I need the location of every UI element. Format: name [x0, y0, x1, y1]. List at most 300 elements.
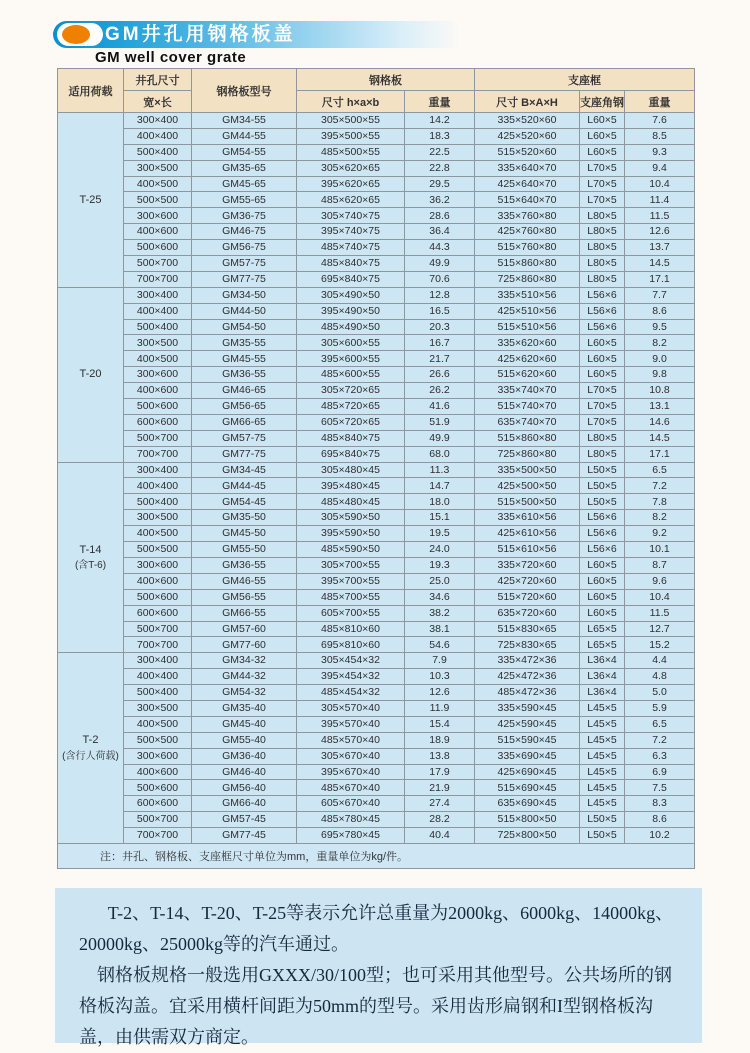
cell-frame-weight: 12.7 — [625, 621, 695, 637]
table-row — [58, 732, 695, 748]
cell-grate-weight: 11.3 — [405, 462, 475, 478]
cell-frame-weight: 5.0 — [625, 685, 695, 701]
cell-grate-size: 485×590×50 — [297, 542, 405, 558]
cell-grate-weight: 20.3 — [405, 319, 475, 335]
cell-frame-angle: L60×5 — [580, 557, 625, 573]
cell-frame-weight: 6.5 — [625, 716, 695, 732]
cell-grate-size: 485×454×32 — [297, 685, 405, 701]
page-title-cn: GM井孔用钢格板盖 — [105, 24, 296, 45]
cell-frame-angle: L70×5 — [580, 192, 625, 208]
cell-frame-size: 425×590×45 — [475, 716, 580, 732]
table-row — [58, 828, 695, 844]
cell-frame-weight: 6.3 — [625, 748, 695, 764]
cell-frame-angle: L80×5 — [580, 240, 625, 256]
cell-frame-angle: L80×5 — [580, 224, 625, 240]
cell-grate-size: 605×700×55 — [297, 605, 405, 621]
cell-frame-size: 335×760×80 — [475, 208, 580, 224]
cell-grate-weight: 36.4 — [405, 224, 475, 240]
cell-frame-angle: L56×6 — [580, 526, 625, 542]
cell-frame-size: 515×760×80 — [475, 240, 580, 256]
cell-grate-weight: 14.7 — [405, 478, 475, 494]
cell-frame-angle: L60×5 — [580, 351, 625, 367]
cell-frame-angle: L65×5 — [580, 637, 625, 653]
cell-hole-size: 400×500 — [124, 351, 192, 367]
cell-model: GM56-55 — [192, 589, 297, 605]
cell-grate-weight: 18.0 — [405, 494, 475, 510]
cell-frame-angle: L80×5 — [580, 208, 625, 224]
table-row — [58, 192, 695, 208]
cell-frame-weight: 6.5 — [625, 462, 695, 478]
cell-grate-weight: 54.6 — [405, 637, 475, 653]
cell-frame-size: 425×520×60 — [475, 128, 580, 144]
cell-grate-weight: 26.2 — [405, 383, 475, 399]
cell-frame-size: 515×640×70 — [475, 192, 580, 208]
cell-frame-angle: L60×5 — [580, 128, 625, 144]
cell-hole-size: 500×600 — [124, 589, 192, 605]
cell-frame-angle: L56×6 — [580, 510, 625, 526]
cell-hole-size: 500×500 — [124, 732, 192, 748]
cell-hole-size: 400×500 — [124, 176, 192, 192]
cell-grate-weight: 16.7 — [405, 335, 475, 351]
table-row — [58, 685, 695, 701]
cell-grate-size: 395×590×50 — [297, 526, 405, 542]
cell-hole-size: 600×600 — [124, 605, 192, 621]
cell-frame-size: 335×520×60 — [475, 113, 580, 129]
cell-hole-size: 500×500 — [124, 542, 192, 558]
cell-frame-size: 515×740×70 — [475, 399, 580, 415]
cell-model: GM44-32 — [192, 669, 297, 685]
cell-hole-size: 500×600 — [124, 399, 192, 415]
table-row — [58, 303, 695, 319]
cell-frame-angle: L36×4 — [580, 685, 625, 701]
table-note-row — [58, 843, 695, 868]
cell-frame-angle: L45×5 — [580, 748, 625, 764]
cell-hole-size: 300×400 — [124, 113, 192, 129]
table-row — [58, 414, 695, 430]
cell-grate-weight: 21.9 — [405, 780, 475, 796]
table-row — [58, 653, 695, 669]
header-grate-weight: 重量 — [405, 91, 475, 113]
table-row — [58, 208, 695, 224]
cell-hole-size: 500×400 — [124, 144, 192, 160]
cell-grate-size: 485×840×75 — [297, 430, 405, 446]
cell-grate-weight: 19.3 — [405, 557, 475, 573]
cell-hole-size: 300×600 — [124, 557, 192, 573]
cell-grate-weight: 51.9 — [405, 414, 475, 430]
cell-model: GM56-65 — [192, 399, 297, 415]
cell-frame-weight: 13.1 — [625, 399, 695, 415]
cell-frame-weight: 11.4 — [625, 192, 695, 208]
cell-hole-size: 400×400 — [124, 128, 192, 144]
cell-grate-size: 305×570×40 — [297, 700, 405, 716]
table-row — [58, 478, 695, 494]
cell-frame-size: 335×720×60 — [475, 557, 580, 573]
cell-model: GM66-65 — [192, 414, 297, 430]
cell-frame-size: 635×690×45 — [475, 796, 580, 812]
header-hole-size: 井孔尺寸 — [124, 69, 192, 91]
cell-model: GM77-45 — [192, 828, 297, 844]
cell-frame-weight: 8.2 — [625, 510, 695, 526]
cell-frame-weight: 9.4 — [625, 160, 695, 176]
table-row — [58, 319, 695, 335]
cell-model: GM56-75 — [192, 240, 297, 256]
cell-model: GM55-50 — [192, 542, 297, 558]
cell-frame-size: 485×472×36 — [475, 685, 580, 701]
load-group-label: T-14 (含T-6) — [58, 462, 124, 653]
spec-table-header — [58, 69, 695, 113]
cell-model: GM57-60 — [192, 621, 297, 637]
cell-frame-size: 425×610×56 — [475, 526, 580, 542]
cell-frame-size: 515×610×56 — [475, 542, 580, 558]
cell-model: GM45-40 — [192, 716, 297, 732]
cell-grate-size: 395×490×50 — [297, 303, 405, 319]
cell-grate-weight: 17.9 — [405, 764, 475, 780]
cell-grate-size: 305×700×55 — [297, 557, 405, 573]
cell-grate-weight: 34.6 — [405, 589, 475, 605]
cell-model: GM35-40 — [192, 700, 297, 716]
cell-model: GM36-75 — [192, 208, 297, 224]
header-frame-size: 尺寸 B×A×H — [475, 91, 580, 113]
cell-hole-size: 400×400 — [124, 478, 192, 494]
cell-frame-size: 425×720×60 — [475, 573, 580, 589]
cell-model: GM34-32 — [192, 653, 297, 669]
header-frame-group: 支座框 — [475, 69, 695, 91]
cell-frame-angle: L45×5 — [580, 764, 625, 780]
cell-frame-angle: L45×5 — [580, 780, 625, 796]
cell-grate-size: 485×840×75 — [297, 256, 405, 272]
cell-model: GM55-40 — [192, 732, 297, 748]
cell-frame-weight: 8.6 — [625, 812, 695, 828]
cell-grate-weight: 25.0 — [405, 573, 475, 589]
table-row — [58, 700, 695, 716]
cell-hole-size: 500×700 — [124, 256, 192, 272]
cell-model: GM54-32 — [192, 685, 297, 701]
cell-frame-angle: L36×4 — [580, 669, 625, 685]
cell-grate-size: 395×480×45 — [297, 478, 405, 494]
cell-grate-size: 305×454×32 — [297, 653, 405, 669]
header-frame-weight: 重量 — [625, 91, 695, 113]
cell-hole-size: 300×500 — [124, 700, 192, 716]
cell-grate-weight: 41.6 — [405, 399, 475, 415]
cell-grate-weight: 26.6 — [405, 367, 475, 383]
table-row — [58, 256, 695, 272]
table-row — [58, 764, 695, 780]
cell-grate-size: 605×720×65 — [297, 414, 405, 430]
cell-model: GM66-55 — [192, 605, 297, 621]
cell-frame-size: 725×830×65 — [475, 637, 580, 653]
cell-grate-weight: 11.9 — [405, 700, 475, 716]
cell-frame-size: 335×500×50 — [475, 462, 580, 478]
cell-model: GM45-65 — [192, 176, 297, 192]
cell-grate-size: 305×500×55 — [297, 113, 405, 129]
table-row — [58, 637, 695, 653]
cell-model: GM77-75 — [192, 271, 297, 287]
cell-frame-weight: 10.4 — [625, 589, 695, 605]
cell-frame-angle: L60×5 — [580, 573, 625, 589]
cell-hole-size: 400×600 — [124, 573, 192, 589]
cell-frame-angle: L80×5 — [580, 271, 625, 287]
cell-model: GM46-75 — [192, 224, 297, 240]
cell-model: GM54-55 — [192, 144, 297, 160]
cell-frame-weight: 4.8 — [625, 669, 695, 685]
cell-grate-weight: 70.6 — [405, 271, 475, 287]
cell-frame-size: 635×740×70 — [475, 414, 580, 430]
cell-grate-weight: 16.5 — [405, 303, 475, 319]
cell-frame-size: 635×720×60 — [475, 605, 580, 621]
cell-frame-angle: L50×5 — [580, 462, 625, 478]
table-row — [58, 399, 695, 415]
cell-model: GM35-65 — [192, 160, 297, 176]
cell-frame-size: 335×590×45 — [475, 700, 580, 716]
cell-frame-angle: L56×6 — [580, 319, 625, 335]
table-row — [58, 542, 695, 558]
cell-hole-size: 400×600 — [124, 764, 192, 780]
cell-frame-angle: L45×5 — [580, 700, 625, 716]
table-row — [58, 383, 695, 399]
header-grate-size: 尺寸 h×a×b — [297, 91, 405, 113]
cell-grate-weight: 18.3 — [405, 128, 475, 144]
table-row — [58, 812, 695, 828]
header-load: 适用荷载 — [58, 69, 124, 113]
cell-hole-size: 600×600 — [124, 796, 192, 812]
cell-grate-weight: 15.1 — [405, 510, 475, 526]
load-group-label: T-2 (含行人荷载) — [58, 653, 124, 844]
cell-model: GM36-40 — [192, 748, 297, 764]
cell-grate-size: 485×810×60 — [297, 621, 405, 637]
table-row — [58, 224, 695, 240]
table-row — [58, 557, 695, 573]
cell-frame-weight: 7.2 — [625, 478, 695, 494]
cell-grate-weight: 49.9 — [405, 430, 475, 446]
cell-frame-size: 515×720×60 — [475, 589, 580, 605]
cell-hole-size: 300×600 — [124, 748, 192, 764]
cell-grate-weight: 15.4 — [405, 716, 475, 732]
cell-frame-angle: L70×5 — [580, 383, 625, 399]
cell-grate-size: 305×620×65 — [297, 160, 405, 176]
cell-model: GM77-60 — [192, 637, 297, 653]
cell-frame-size: 425×510×56 — [475, 303, 580, 319]
cell-grate-size: 395×700×55 — [297, 573, 405, 589]
cell-frame-angle: L60×5 — [580, 605, 625, 621]
table-row — [58, 240, 695, 256]
cell-frame-size: 515×590×45 — [475, 732, 580, 748]
cell-grate-weight: 24.0 — [405, 542, 475, 558]
cell-frame-angle: L56×6 — [580, 542, 625, 558]
cell-model: GM46-65 — [192, 383, 297, 399]
cell-hole-size: 500×500 — [124, 192, 192, 208]
cell-frame-angle: L65×5 — [580, 621, 625, 637]
cell-frame-weight: 8.6 — [625, 303, 695, 319]
table-row — [58, 446, 695, 462]
cell-frame-size: 725×800×50 — [475, 828, 580, 844]
cell-frame-weight: 7.7 — [625, 287, 695, 303]
cell-frame-weight: 12.6 — [625, 224, 695, 240]
cell-hole-size: 500×700 — [124, 621, 192, 637]
cell-grate-size: 305×480×45 — [297, 462, 405, 478]
cell-frame-size: 515×860×80 — [475, 430, 580, 446]
cell-frame-weight: 9.3 — [625, 144, 695, 160]
cell-grate-size: 485×490×50 — [297, 319, 405, 335]
table-row — [58, 494, 695, 510]
cell-frame-weight: 10.1 — [625, 542, 695, 558]
table-row — [58, 526, 695, 542]
cell-frame-angle: L60×5 — [580, 335, 625, 351]
cell-grate-size: 305×670×40 — [297, 748, 405, 764]
cell-hole-size: 300×500 — [124, 335, 192, 351]
cell-frame-size: 425×472×36 — [475, 669, 580, 685]
cell-model: GM57-75 — [192, 430, 297, 446]
cell-frame-weight: 14.5 — [625, 430, 695, 446]
cell-grate-weight: 14.2 — [405, 113, 475, 129]
cell-grate-size: 485×600×55 — [297, 367, 405, 383]
cell-model: GM46-55 — [192, 573, 297, 589]
table-row — [58, 621, 695, 637]
cell-frame-angle: L50×5 — [580, 812, 625, 828]
cell-model: GM54-50 — [192, 319, 297, 335]
cell-frame-weight: 10.8 — [625, 383, 695, 399]
cell-hole-size: 300×600 — [124, 208, 192, 224]
cell-grate-size: 695×810×60 — [297, 637, 405, 653]
table-row — [58, 335, 695, 351]
cell-model: GM44-45 — [192, 478, 297, 494]
header-model: 钢格板型号 — [192, 69, 297, 113]
cell-hole-size: 600×600 — [124, 414, 192, 430]
table-row — [58, 780, 695, 796]
cell-frame-size: 515×510×56 — [475, 319, 580, 335]
load-group-label: T-25 — [58, 113, 124, 288]
cell-frame-weight: 13.7 — [625, 240, 695, 256]
cell-grate-size: 395×454×32 — [297, 669, 405, 685]
cell-hole-size: 500×400 — [124, 319, 192, 335]
cell-frame-size: 425×760×80 — [475, 224, 580, 240]
cell-frame-angle: L60×5 — [580, 589, 625, 605]
cell-frame-angle: L70×5 — [580, 399, 625, 415]
cell-grate-size: 485×720×65 — [297, 399, 405, 415]
table-row — [58, 796, 695, 812]
cell-grate-weight: 28.2 — [405, 812, 475, 828]
cell-hole-size: 300×500 — [124, 510, 192, 526]
cell-frame-angle: L70×5 — [580, 160, 625, 176]
cell-frame-weight: 8.5 — [625, 128, 695, 144]
cell-frame-weight: 4.4 — [625, 653, 695, 669]
cell-frame-size: 515×830×65 — [475, 621, 580, 637]
cell-frame-weight: 7.2 — [625, 732, 695, 748]
cell-frame-angle: L80×5 — [580, 446, 625, 462]
cell-grate-size: 485×570×40 — [297, 732, 405, 748]
cell-model: GM44-55 — [192, 128, 297, 144]
cell-hole-size: 500×400 — [124, 494, 192, 510]
cell-hole-size: 700×700 — [124, 446, 192, 462]
cell-frame-weight: 7.5 — [625, 780, 695, 796]
cell-frame-size: 425×500×50 — [475, 478, 580, 494]
cell-frame-size: 335×640×70 — [475, 160, 580, 176]
cell-grate-size: 695×780×45 — [297, 828, 405, 844]
cell-model: GM56-40 — [192, 780, 297, 796]
cell-model: GM55-65 — [192, 192, 297, 208]
cell-grate-size: 485×780×45 — [297, 812, 405, 828]
cell-hole-size: 700×700 — [124, 828, 192, 844]
cell-frame-size: 515×800×50 — [475, 812, 580, 828]
cell-frame-angle: L80×5 — [580, 430, 625, 446]
cell-grate-weight: 7.9 — [405, 653, 475, 669]
info-paragraph-2: 钢格板规格一般选用GXXX/30/100型；也可采用其他型号。公共场所的钢格板沟盖。宜采用横杆间距为50mm的型号。采用齿形扁钢和I型钢格板沟盖，由供需双方商定。 — [79, 965, 672, 1047]
cell-grate-weight: 27.4 — [405, 796, 475, 812]
cell-frame-angle: L45×5 — [580, 796, 625, 812]
cell-hole-size: 400×500 — [124, 526, 192, 542]
table-row — [58, 573, 695, 589]
cell-grate-size: 605×670×40 — [297, 796, 405, 812]
table-row — [58, 271, 695, 287]
table-row — [58, 287, 695, 303]
cell-grate-size: 485×620×65 — [297, 192, 405, 208]
cell-frame-weight: 10.2 — [625, 828, 695, 844]
cell-frame-size: 335×610×56 — [475, 510, 580, 526]
cell-grate-weight: 28.6 — [405, 208, 475, 224]
cell-grate-size: 395×620×65 — [297, 176, 405, 192]
info-box — [55, 888, 702, 1047]
cell-hole-size: 400×500 — [124, 716, 192, 732]
cell-grate-size: 695×840×75 — [297, 271, 405, 287]
section-banner — [53, 21, 461, 48]
table-row — [58, 160, 695, 176]
cell-hole-size: 700×700 — [124, 271, 192, 287]
header-frame-angle: 支座角钢 — [580, 91, 625, 113]
cell-frame-weight: 9.2 — [625, 526, 695, 542]
cell-grate-size: 395×500×55 — [297, 128, 405, 144]
table-row — [58, 748, 695, 764]
cell-frame-angle: L56×6 — [580, 303, 625, 319]
cell-frame-angle: L80×5 — [580, 256, 625, 272]
header-hole-size-sub: 宽×长 — [124, 91, 192, 113]
table-row — [58, 113, 695, 129]
cell-grate-weight: 29.5 — [405, 176, 475, 192]
cell-model: GM36-55 — [192, 367, 297, 383]
spec-table-body — [58, 113, 695, 844]
cell-grate-weight: 18.9 — [405, 732, 475, 748]
cell-frame-weight: 9.8 — [625, 367, 695, 383]
table-row — [58, 510, 695, 526]
cell-hole-size: 300×600 — [124, 367, 192, 383]
cell-frame-weight: 9.5 — [625, 319, 695, 335]
cell-grate-weight: 22.8 — [405, 160, 475, 176]
table-row — [58, 367, 695, 383]
table-row — [58, 669, 695, 685]
cell-frame-weight: 10.4 — [625, 176, 695, 192]
cell-frame-angle: L70×5 — [580, 414, 625, 430]
cell-grate-size: 305×740×75 — [297, 208, 405, 224]
cell-frame-angle: L45×5 — [580, 716, 625, 732]
cell-grate-weight: 38.2 — [405, 605, 475, 621]
cell-grate-size: 305×720×65 — [297, 383, 405, 399]
cell-grate-weight: 36.2 — [405, 192, 475, 208]
cell-grate-weight: 38.1 — [405, 621, 475, 637]
table-row — [58, 605, 695, 621]
cell-hole-size: 500×600 — [124, 780, 192, 796]
cell-frame-weight: 7.8 — [625, 494, 695, 510]
cell-frame-weight: 17.1 — [625, 446, 695, 462]
cell-frame-size: 515×690×45 — [475, 780, 580, 796]
cell-model: GM77-75 — [192, 446, 297, 462]
cell-grate-size: 305×600×55 — [297, 335, 405, 351]
cell-model: GM45-50 — [192, 526, 297, 542]
cell-model: GM45-55 — [192, 351, 297, 367]
cell-grate-size: 305×490×50 — [297, 287, 405, 303]
cell-grate-size: 305×590×50 — [297, 510, 405, 526]
cell-frame-weight: 6.9 — [625, 764, 695, 780]
cell-frame-size: 515×520×60 — [475, 144, 580, 160]
cell-grate-weight: 12.6 — [405, 685, 475, 701]
cell-grate-weight: 19.5 — [405, 526, 475, 542]
